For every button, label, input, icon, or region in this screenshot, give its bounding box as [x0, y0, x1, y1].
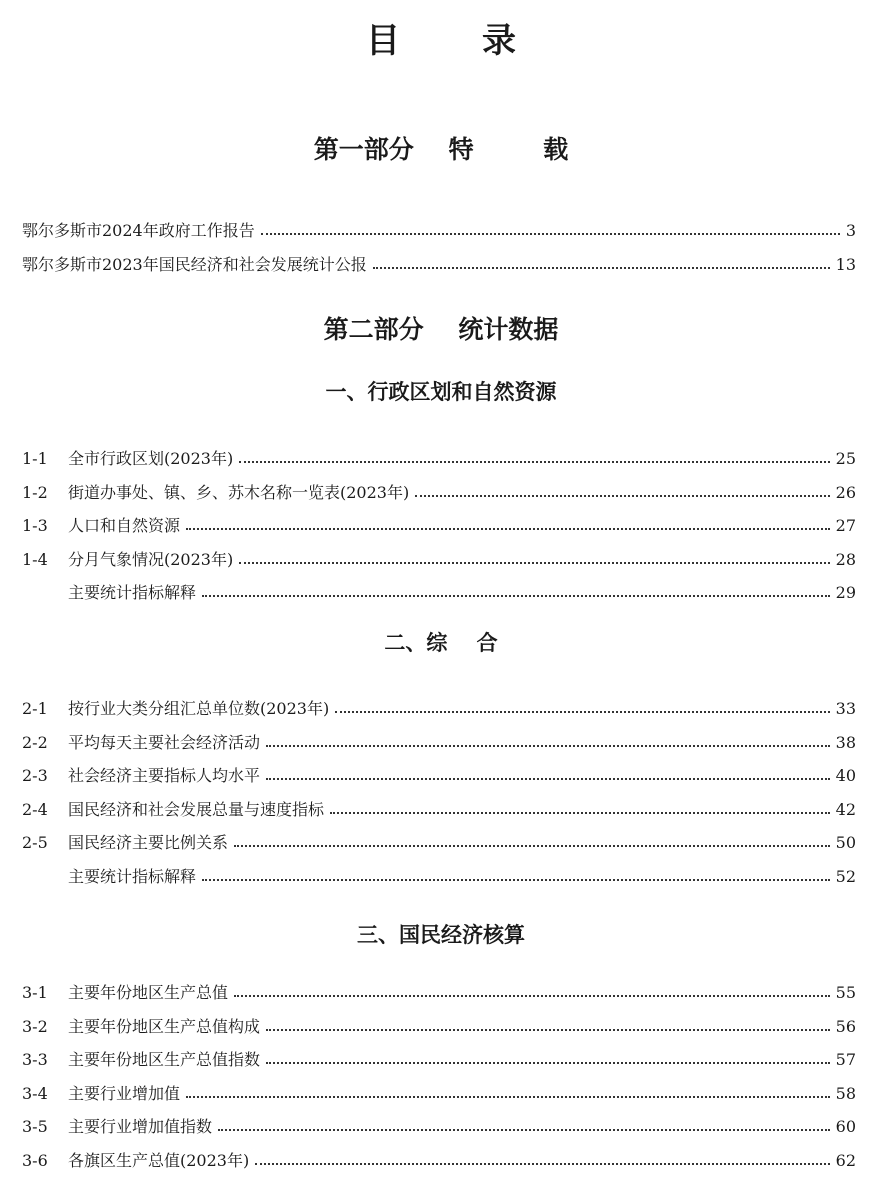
- dot-leader: [186, 527, 830, 530]
- toc-page-number: 38: [835, 733, 856, 752]
- dot-leader: [373, 266, 830, 269]
- toc-page-number: 28: [835, 550, 856, 569]
- dot-leader: [266, 1028, 830, 1031]
- toc-page-number: 42: [835, 800, 856, 819]
- toc-title: 鄂尔多斯市2023年国民经济和社会发展统计公报: [22, 255, 367, 274]
- dot-leader: [202, 878, 830, 881]
- dot-leader: [186, 1095, 830, 1098]
- dot-leader: [218, 1128, 830, 1131]
- toc-row[interactable]: [22, 1082, 856, 1106]
- toc-title: 主要统计指标解释: [68, 867, 197, 886]
- toc-page-number: 57: [835, 1050, 856, 1069]
- section-title-3: 三、国民经济核算: [357, 923, 525, 947]
- toc-page-number: 13: [835, 255, 856, 274]
- toc-page-number: 27: [835, 516, 856, 535]
- toc-row[interactable]: [22, 865, 856, 889]
- toc-page-number: 62: [835, 1151, 856, 1170]
- toc-title: 鄂尔多斯市2024年政府工作报告: [22, 221, 255, 240]
- toc-title: 主要年份地区生产总值构成: [68, 1017, 261, 1036]
- toc-number: 2-2: [22, 733, 48, 752]
- toc-title: 主要统计指标解释: [68, 583, 197, 602]
- toc-row[interactable]: [22, 1015, 856, 1039]
- toc-number: 2-1: [22, 699, 48, 718]
- dot-leader: [239, 460, 829, 463]
- toc-row[interactable]: [22, 981, 856, 1005]
- part-title-2: 第二部分 统计数据: [323, 315, 559, 344]
- toc-title: 全市行政区划(2023年): [68, 449, 234, 468]
- part-title-1: 第一部分 特 载: [313, 135, 569, 164]
- toc-page-number: 25: [835, 449, 856, 468]
- toc-title: 人口和自然资源: [68, 516, 181, 535]
- toc-number: 3-3: [22, 1050, 48, 1069]
- toc-row[interactable]: [22, 548, 856, 572]
- dot-leader: [234, 844, 830, 847]
- toc-title: 国民经济和社会发展总量与速度指标: [68, 800, 325, 819]
- toc-row[interactable]: [22, 253, 856, 277]
- toc-row[interactable]: [22, 219, 856, 243]
- toc-page-number: 55: [835, 983, 856, 1002]
- toc-number: 1-4: [22, 550, 48, 569]
- section-title-1: 一、行政区划和自然资源: [325, 380, 557, 404]
- toc-title: 各旗区生产总值(2023年): [68, 1151, 250, 1170]
- toc-number: 3-6: [22, 1151, 48, 1170]
- toc-title: 分月气象情况(2023年): [68, 550, 234, 569]
- toc-title: 主要行业增加值: [68, 1084, 181, 1103]
- dot-leader: [415, 494, 829, 497]
- toc-title: 国民经济主要比例关系: [68, 833, 229, 852]
- toc-number: 2-4: [22, 800, 48, 819]
- toc-row[interactable]: [22, 447, 856, 471]
- toc-page-number: 60: [835, 1117, 856, 1136]
- toc-title: 社会经济主要指标人均水平: [68, 766, 261, 785]
- toc-number: 3-5: [22, 1117, 48, 1136]
- toc-page-number: 33: [835, 699, 856, 718]
- toc-page-number: 58: [835, 1084, 856, 1103]
- toc-number: 3-4: [22, 1084, 48, 1103]
- toc-row[interactable]: [22, 697, 856, 721]
- toc-page-number: 3: [845, 221, 856, 240]
- toc-title: 主要年份地区生产总值指数: [68, 1050, 261, 1069]
- toc-page-number: 56: [835, 1017, 856, 1036]
- toc-number: 1-3: [22, 516, 48, 535]
- toc-row[interactable]: [22, 1048, 856, 1072]
- toc-title: 主要行业增加值指数: [68, 1117, 213, 1136]
- dot-leader: [239, 561, 829, 564]
- toc-row[interactable]: [22, 731, 856, 755]
- dot-leader: [202, 594, 830, 597]
- toc-number: 3-2: [22, 1017, 48, 1036]
- toc-title: 街道办事处、镇、乡、苏木名称一览表(2023年): [68, 483, 410, 502]
- toc-row[interactable]: [22, 1115, 856, 1139]
- toc-title: 按行业大类分组汇总单位数(2023年): [68, 699, 330, 718]
- dot-leader: [266, 777, 830, 780]
- toc-number: 2-3: [22, 766, 48, 785]
- page-title: 目录: [366, 21, 598, 61]
- toc-row[interactable]: [22, 581, 856, 605]
- toc-row[interactable]: [22, 831, 856, 855]
- toc-row[interactable]: [22, 798, 856, 822]
- toc-number: 1-2: [22, 483, 48, 502]
- dot-leader: [255, 1162, 829, 1165]
- toc-page-number: 52: [835, 867, 856, 886]
- dot-leader: [266, 1061, 830, 1064]
- toc-page-number: 40: [835, 766, 856, 785]
- toc-title: 主要年份地区生产总值: [68, 983, 229, 1002]
- dot-leader: [234, 994, 830, 997]
- dot-leader: [330, 811, 830, 814]
- toc-page-number: 50: [835, 833, 856, 852]
- toc-number: 1-1: [22, 449, 48, 468]
- section-title-2: 二、综 合: [384, 631, 498, 655]
- toc-row[interactable]: [22, 514, 856, 538]
- toc-row[interactable]: [22, 764, 856, 788]
- dot-leader: [261, 232, 840, 235]
- dot-leader: [266, 744, 830, 747]
- toc-page-number: 26: [835, 483, 856, 502]
- toc-number: 2-5: [22, 833, 48, 852]
- dot-leader: [335, 710, 829, 713]
- toc-number: 3-1: [22, 983, 48, 1002]
- toc-row[interactable]: [22, 1149, 856, 1173]
- toc-row[interactable]: [22, 481, 856, 505]
- toc-page-number: 29: [835, 583, 856, 602]
- toc-title: 平均每天主要社会经济活动: [68, 733, 261, 752]
